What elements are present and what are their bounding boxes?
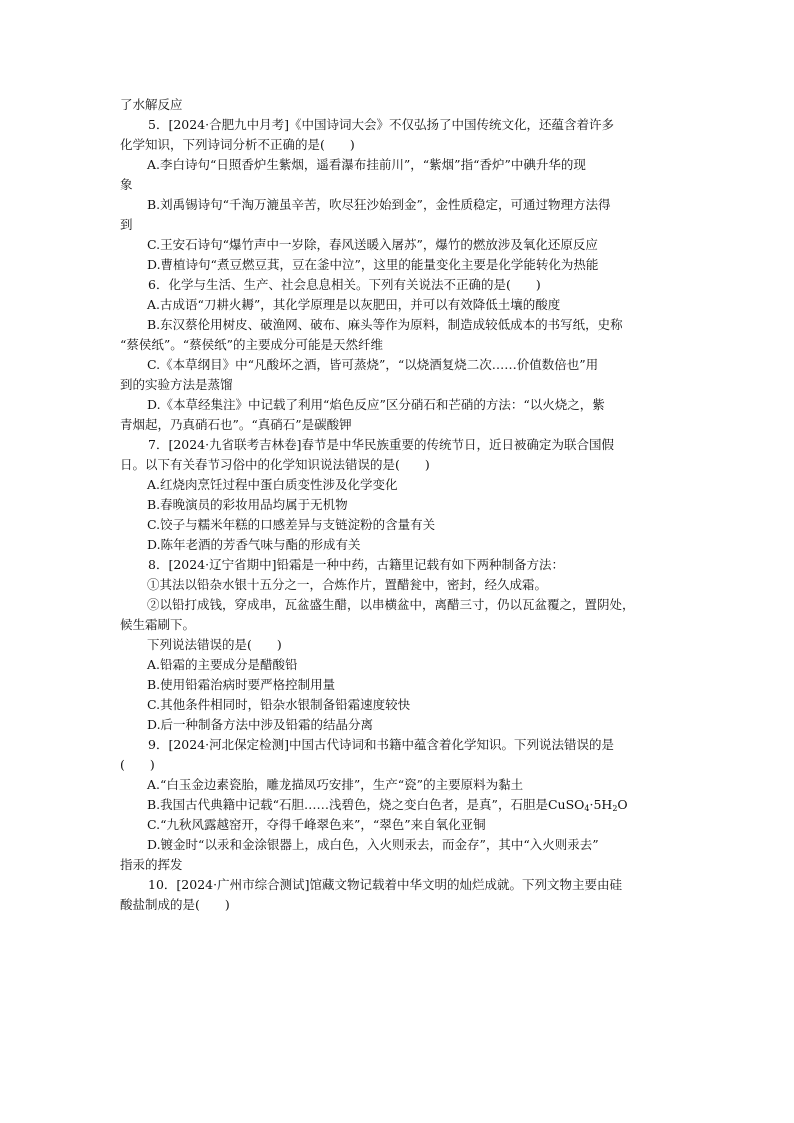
chemical-formula: $CuSO_4\cdot 5H_2O$ — [547, 797, 628, 813]
option-d: D.《本草经集注》中记载了利用“焰色反应”区分硝石和芒硝的方法：“以火烧之，紫 — [147, 397, 605, 412]
option-a: A.李白诗句“日照香炉生紫烟，遥看瀑布挂前川”，“紫烟”指“香炉”中碘升华的现 — [147, 157, 586, 172]
question-7 — [120, 435, 680, 555]
question-stem: 5．[2024·合肥九中月考]《中国诗词大会》不仅弘扬了中国传统文化，还蕴含着许多 — [148, 117, 614, 132]
option-a: A.“白玉金边素瓷胎，雕龙描凤巧安排”，生产“瓷”的主要原料为黏土 — [147, 777, 524, 792]
option-a: A.红烧肉烹饪过程中蛋白质变性涉及化学变化 — [147, 477, 398, 492]
option-d: D.陈年老酒的芳香气味与酯的形成有关 — [147, 537, 361, 552]
question-stem-cont: 日。以下有关春节习俗中的化学知识说法错误的是( ) — [120, 457, 430, 472]
option-b: B.春晚演员的彩妆用品均属于无机物 — [147, 497, 348, 512]
document-page — [120, 95, 680, 915]
option-c: C.饺子与糯米年糕的口感差异与支链淀粉的含量有关 — [147, 517, 436, 532]
method-2-cont: 候生霜刷下。 — [120, 617, 196, 632]
question-stem: 10．[2024·广州市综合测试]馆藏文物记载着中华文明的灿烂成就。下列文物主要由硅 — [148, 877, 622, 892]
method-1: ①其法以铅杂水银十五分之一，合炼作片，置醋瓮中，密封，经久成霜。 — [147, 577, 548, 592]
option-c-cont: 到的实验方法是蒸馏 — [120, 377, 233, 392]
lead-fragment: 了水解反应 — [120, 97, 183, 112]
option-a-cont: 象 — [120, 177, 133, 192]
method-2: ②以铅打成钱，穿成串，瓦盆盛生醋，以串横盆中，离醋三寸，仍以瓦盆覆之，置阴处， — [147, 597, 635, 612]
option-a: A.古成语“刀耕火耨”，其化学原理是以灰肥田，并可以有效降低土壤的酸度 — [147, 297, 561, 312]
option-b: B.使用铅霜治病时要严格控制用量 — [147, 677, 336, 692]
option-d: D.镀金时“以汞和金涂银器上，成白色，入火则汞去，而金存”，其中“入火则汞去” — [147, 837, 599, 852]
question-stem: 6．化学与生活、生产、社会息息相关。下列有关说法不正确的是( ) — [148, 277, 541, 292]
option-d: D.后一种制备方法中涉及铅霜的结晶分离 — [147, 717, 374, 732]
option-b: B.刘禹锡诗句“千淘万漉虽辛苦，吹尽狂沙始到金”，金性质稳定，可通过物理方法得 — [147, 197, 611, 212]
option-c: C.“九秋风露越窑开，夺得千峰翠色来”，“翠色”来自氧化亚铜 — [147, 817, 486, 832]
question-stem: 9．[2024·河北保定检测]中国古代诗词和书籍中蕴含着化学知识。下列说法错误的是 — [148, 737, 614, 752]
question-stem-cont: 酸盐制成的是( ) — [120, 897, 230, 912]
question-8 — [120, 555, 680, 735]
option-c: C.《本草纲目》中“凡酸坏之酒，皆可蒸烧”，“以烧酒复烧二次……价值数倍也”用 — [147, 357, 599, 372]
question-9 — [120, 735, 680, 875]
option-d-cont: 指汞的挥发 — [120, 857, 183, 872]
question-5 — [120, 115, 680, 275]
option-b — [120, 795, 680, 815]
question-10 — [120, 875, 680, 915]
option-b-cont: “蔡侯纸”。“蔡侯纸”的主要成分可能是天然纤维 — [120, 337, 384, 352]
question-stem: 8．[2024·辽宁省期中]铅霜是一种中药，古籍里记载有如下两种制备方法： — [148, 557, 564, 572]
option-b: B.东汉蔡伦用树皮、破渔网、破布、麻头等作为原料，制造成较低成本的书写纸，史称 — [147, 317, 623, 332]
option-b-cont: 到 — [120, 217, 133, 232]
option-b-text: B.我国古代典籍中记载“石胆……浅碧色，烧之变白色者，是真”，石胆是 — [147, 797, 548, 812]
option-d-cont: 青烟起，乃真硝石也”。“真硝石”是碳酸钾 — [120, 417, 352, 432]
question-stem: 7．[2024·九省联考吉林卷]春节是中华民族重要的传统节日，近日被确定为联合国假 — [148, 437, 614, 452]
question-ask: 下列说法错误的是( ) — [147, 637, 282, 652]
option-c: C.其他条件相同时，铅杂水银制备铅霜速度较快 — [147, 697, 411, 712]
question-stem-cont: 化学知识，下列诗词分析不正确的是( ) — [120, 137, 355, 152]
question-stem-cont: ( ) — [120, 757, 155, 772]
option-d: D.曹植诗句“煮豆燃豆萁，豆在釜中泣”，这里的能量变化主要是化学能转化为热能 — [147, 257, 599, 272]
option-a: A.铅霜的主要成分是醋酸铅 — [147, 657, 298, 672]
option-c: C.王安石诗句“爆竹声中一岁除，春风送暖入屠苏”，爆竹的燃放涉及氧化还原反应 — [147, 237, 598, 252]
question-6 — [120, 275, 680, 435]
